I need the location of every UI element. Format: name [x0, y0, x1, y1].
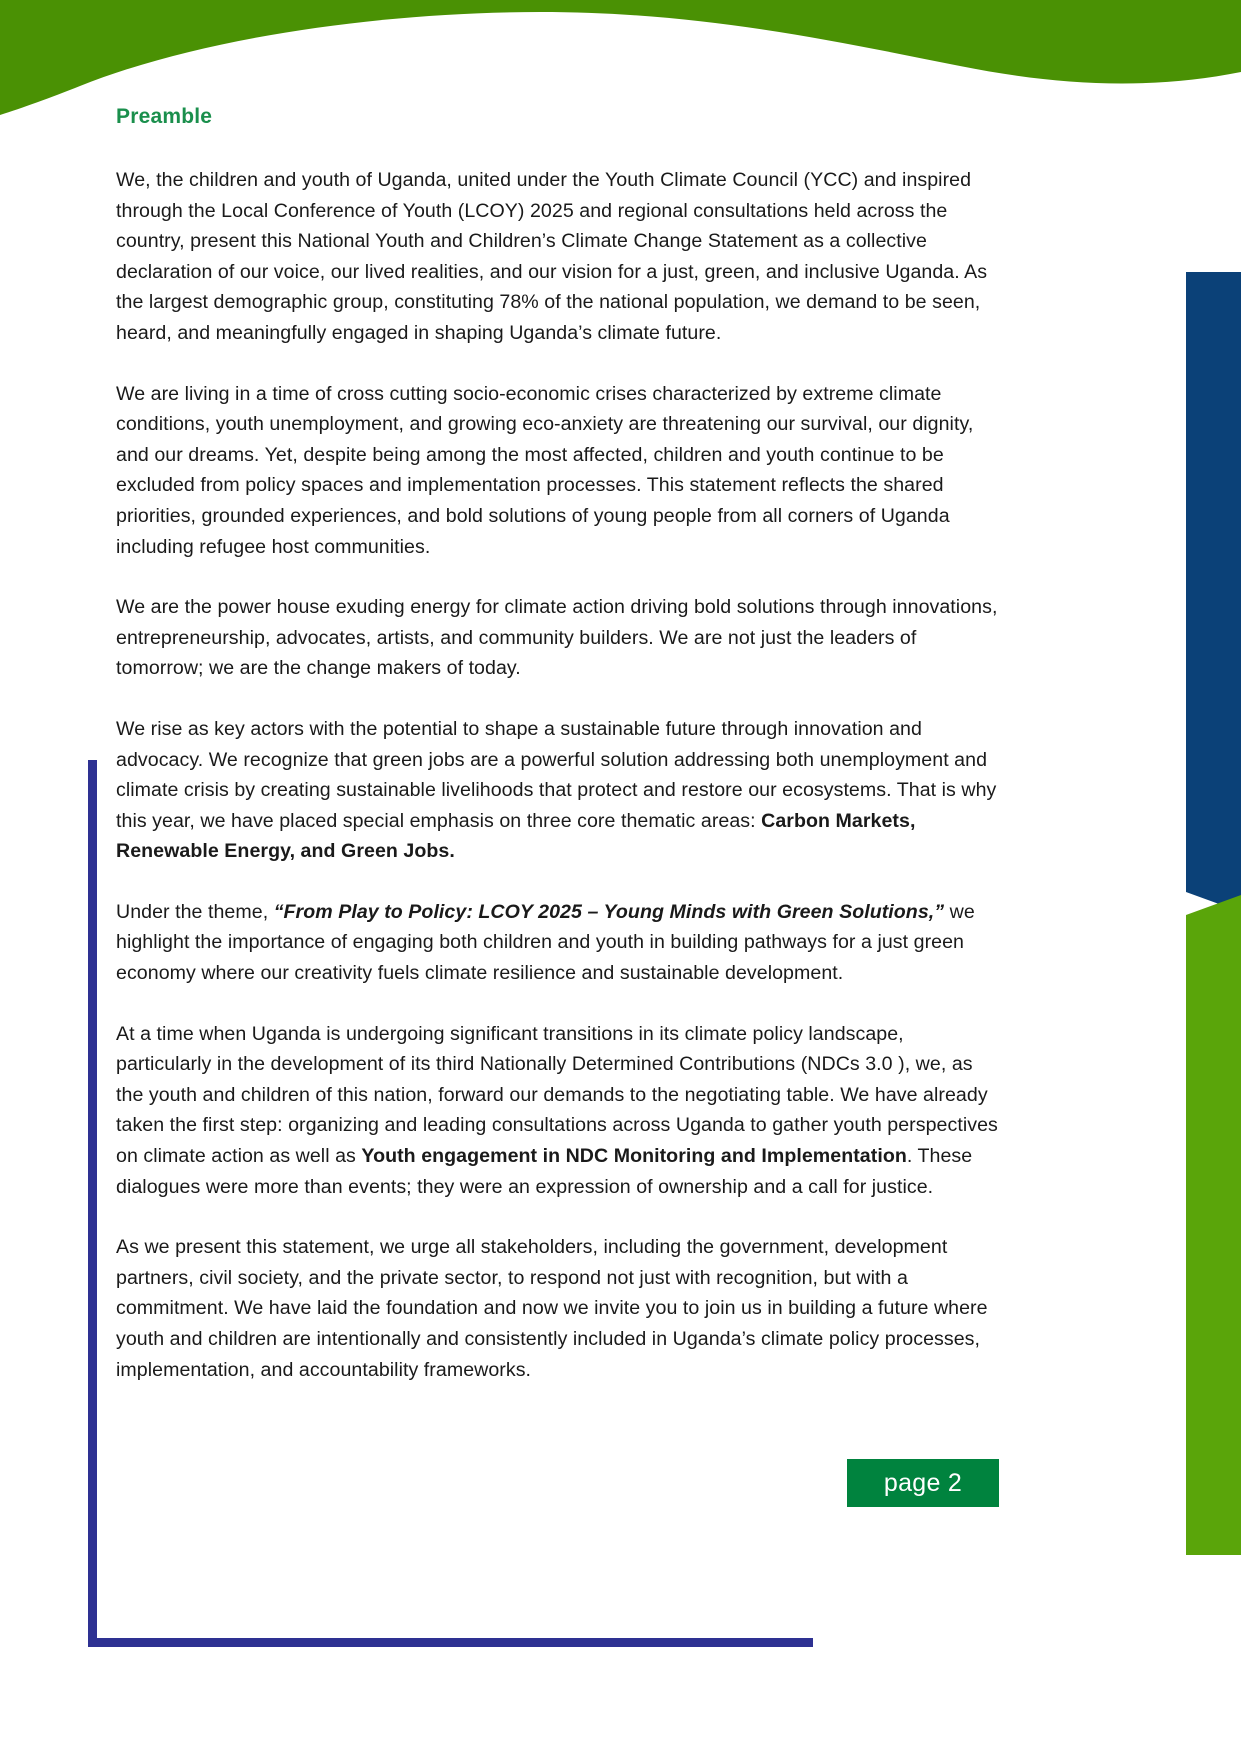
right-edge-blue-bar-decoration — [1186, 272, 1241, 912]
paragraph-power-house: We are the power house exuding energy for climate action driving bold solutions through innovations, entrepreneurship, advocates, artists, and community builders. We are not just the leaders of tomorrow; we are the change makers of today. — [116, 596, 998, 680]
ndc-monitoring-emphasis: Youth engagement in NDC Monitoring and Implementation — [361, 1145, 907, 1168]
paragraph-ndc-tail: . These dialogues were more than events; they were an expression of ownership and a call for justice. — [116, 1145, 973, 1198]
paragraph-theme — [116, 897, 1004, 989]
section-heading-preamble: Preamble — [116, 105, 213, 128]
page-number-label: page 2 — [883, 1468, 963, 1497]
paragraph-ndc-lead: At a time when Uganda is undergoing significant transitions in its climate policy landscape, particularly in the development of its third Nationally Determined Contributions (NDCs 3.0 ), we, as the youth and children of this nation, forward our demands to the negotiating table. We have already taken the first step: organizing and leading consultations across Uganda to gather youth perspectives on climate action as well as — [116, 1022, 998, 1168]
paragraph-call-to-action: As we present this statement, we urge all stakeholders, including the government, development partners, civil society, and the private sector, to respond not just with recognition, but with a commitment. We have laid the foundation and now we invite you to join us in building a future where youth and children are intentionally and consistently included in Uganda’s climate policy processes, implementation, and accountability frameworks. — [116, 1236, 988, 1381]
paragraph-intro: We, the children and youth of Uganda, united under the Youth Climate Council (YCC) and inspired through the Local Conference of Youth (LCOY) 2025 and regional consultations held across the country, present this National Youth and Children’s Climate Change Statement as a collective declaration of our voice, our lived realities, and our vision for a just, green, and inclusive Uganda. As the largest demographic group, constituting 78% of the national population, we demand to be seen, heard, and meaningfully engaged in shaping Uganda’s climate future. — [116, 169, 988, 344]
page-content — [116, 105, 1004, 1385]
navy-bottom-rule-decoration — [88, 1638, 813, 1647]
right-edge-green-bar-decoration — [1186, 895, 1241, 1555]
page-number-badge — [847, 1459, 999, 1507]
navy-left-rule-decoration — [88, 760, 97, 1640]
paragraph-crises: We are living in a time of cross cutting socio-economic crises characterized by extreme climate conditions, youth unemployment, and growing eco-anxiety are threatening our survival, our dignity, and our dreams. Yet, despite being among the most affected, children and youth continue to be excluded from policy spaces and implementation processes. This statement reflects the shared priorities, grounded experiences, and bold solutions of young people from all corners of Uganda including refugee host communities. — [116, 382, 974, 558]
paragraph-theme-tail: we highlight the importance of engaging both children and youth in building pathways for a just green economy where our creativity fuels climate resilience and sustainable development. — [116, 900, 975, 985]
paragraph-theme-lead: Under the theme, — [116, 900, 274, 923]
paragraph-thematic-areas-lead: We rise as key actors with the potential to shape a sustainable future through innovation and advocacy. We recognize that green jobs are a powerful solution addressing both unemployment and climate crisis by creating sustainable livelihoods that protect and restore our ecosystems. That is why this year, we have placed special emphasis on three core thematic areas: — [116, 717, 997, 832]
paragraph-ndc — [116, 1019, 1004, 1203]
top-green-wave-decoration — [0, 0, 1241, 115]
paragraph-thematic-areas — [116, 714, 1004, 867]
theme-title-emphasis: “From Play to Policy: LCOY 2025 – Young Minds with Green Solutions,” — [273, 900, 945, 923]
thematic-areas-emphasis: Carbon Markets, Renewable Energy, and Green Jobs. — [116, 809, 916, 863]
